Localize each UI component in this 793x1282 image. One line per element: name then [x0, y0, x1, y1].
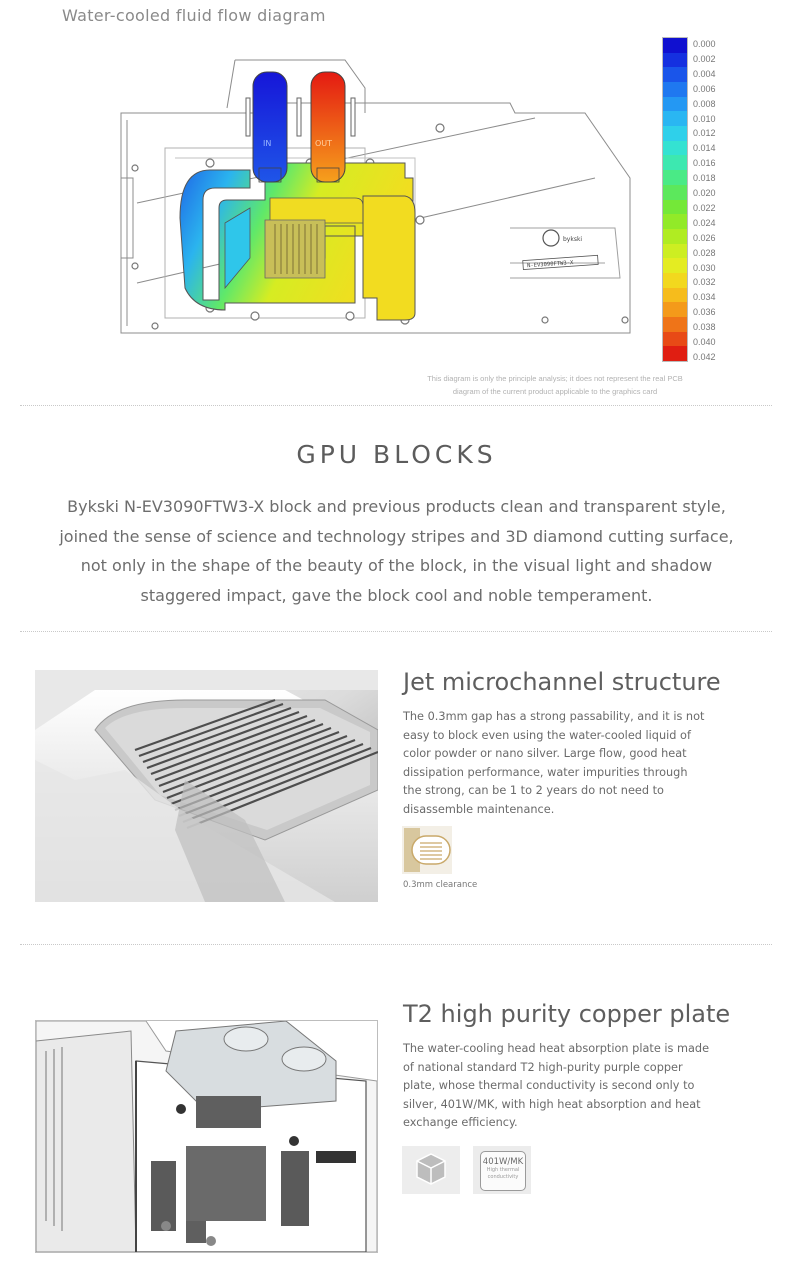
outlet-label: OUT — [315, 139, 333, 148]
clearance-caption: 0.3mm clearance — [403, 880, 478, 890]
jet-section-description — [403, 708, 743, 820]
scale-value-label: 0.030 — [693, 262, 716, 273]
copper-desc-line: The water-cooling head heat absorption plate is made — [403, 1042, 710, 1055]
section-divider — [20, 944, 772, 945]
scale-swatch — [663, 170, 687, 185]
scale-value-label: 0.038 — [693, 322, 716, 333]
badge-caption-1: High thermal — [486, 1167, 520, 1173]
scale-value-label: 0.042 — [693, 351, 716, 362]
scale-swatch — [663, 38, 687, 53]
gpu-blocks-description — [40, 492, 753, 610]
copper-desc-line: exchange efficiency. — [403, 1116, 518, 1130]
velocity-color-scale — [662, 37, 688, 362]
section-divider — [20, 405, 772, 406]
jet-desc-line: disassemble maintenance. — [403, 802, 555, 816]
scale-swatch — [663, 302, 687, 317]
scale-value-label: 0.016 — [693, 158, 716, 169]
scale-swatch — [663, 317, 687, 332]
scale-value-label: 0.002 — [693, 53, 716, 64]
scale-swatch — [663, 332, 687, 347]
scale-value-label: 0.034 — [693, 292, 716, 303]
scale-swatch — [663, 82, 687, 97]
jet-desc-line: easy to block even using the water-cooled liquid of — [403, 728, 691, 742]
scale-value-label: 0.008 — [693, 98, 716, 109]
brand-logo — [523, 230, 598, 270]
badge-caption-2: conductivity — [487, 1174, 519, 1180]
jet-desc-line: dissipation performance, water impurities through — [403, 765, 688, 779]
copper-section-title: T2 high purity copper plate — [403, 1000, 731, 1028]
scale-value-label: 0.032 — [693, 277, 716, 288]
scale-value-label: 0.010 — [693, 113, 716, 124]
scale-value-label: 0.012 — [693, 128, 716, 139]
jet-section-title: Jet microchannel structure — [403, 668, 721, 696]
model-plate-text: N-EV3090FTW3-X — [526, 260, 574, 270]
gpu-desc-line: not only in the shape of the beauty of the block, in the visual light and shadow — [80, 556, 713, 575]
jet-desc-line: the strong, can be 1 to 2 years do not need to — [403, 784, 664, 798]
scale-swatch — [663, 185, 687, 200]
scale-swatch — [663, 229, 687, 244]
scale-swatch — [663, 273, 687, 288]
scale-value-label: 0.040 — [693, 337, 716, 347]
scale-value-label: 0.004 — [693, 68, 716, 79]
jet-desc-line: The 0.3mm gap has a strong passability, and it is not — [403, 710, 705, 723]
section-divider — [20, 631, 772, 632]
scale-value-label: 0.018 — [693, 173, 716, 184]
scale-value-label: 0.014 — [693, 143, 716, 154]
scale-value-label: 0.000 — [693, 39, 716, 49]
scale-value-label: 0.028 — [693, 247, 716, 258]
scale-swatch — [663, 97, 687, 112]
scale-swatch — [663, 126, 687, 141]
brand-text: bykski — [563, 236, 583, 243]
scale-swatch — [663, 214, 687, 229]
disclaimer-line-1: This diagram is only the principle analysis; it does not represent the real PCB — [427, 374, 683, 383]
copper-cube-icon — [402, 1146, 460, 1194]
badge-value: 401W/MK — [482, 1157, 524, 1167]
gpu-desc-line: Bykski N-EV3090FTW3-X block and previous products clean and transparent style, — [67, 497, 726, 516]
copper-desc-line: plate, whose thermal conductivity is second only to — [403, 1079, 695, 1093]
scale-swatch — [663, 155, 687, 170]
scale-swatch — [663, 141, 687, 156]
clearance-icon — [402, 826, 452, 874]
scale-value-label: 0.036 — [693, 307, 716, 318]
diagram-disclaimer — [395, 372, 715, 398]
fluid-flow-diagram — [115, 48, 640, 340]
copper-plate-photo — [35, 1020, 378, 1253]
microchannel-photo — [35, 670, 378, 902]
scale-swatch — [663, 111, 687, 126]
outlet-port — [311, 72, 345, 182]
inlet-label: IN — [263, 139, 272, 148]
gpu-desc-line: joined the sense of science and technology stripes and 3D diamond cutting surface, — [59, 526, 734, 546]
scale-value-label: 0.020 — [693, 188, 716, 198]
scale-swatch — [663, 288, 687, 303]
scale-value-label: 0.026 — [693, 232, 716, 243]
scale-value-label: 0.024 — [693, 217, 716, 228]
scale-value-label: 0.006 — [693, 83, 716, 94]
copper-desc-line: of national standard T2 high-purity purple copper — [403, 1060, 683, 1074]
scale-swatch — [663, 258, 687, 273]
copper-desc-line: silver, 401W/MK, with high heat absorption and heat — [403, 1097, 701, 1111]
disclaimer-line-2: diagram of the current product applicable to the graphics card — [452, 387, 658, 396]
scale-swatch — [663, 244, 687, 259]
scale-swatch — [663, 53, 687, 68]
gpu-desc-line: staggered impact, gave the block cool and noble temperament. — [140, 585, 653, 605]
scale-value-label: 0.022 — [693, 202, 716, 213]
flow-channel — [180, 163, 415, 320]
inlet-port — [253, 72, 287, 182]
thermal-conductivity-badge — [473, 1146, 531, 1194]
gpu-blocks-title: GPU BLOCKS — [296, 440, 497, 469]
scale-swatch — [663, 346, 687, 361]
flow-diagram-title: Water-cooled fluid flow diagram — [62, 6, 326, 25]
scale-swatch — [663, 200, 687, 215]
scale-swatch — [663, 67, 687, 82]
jet-desc-line: color powder or nano silver. Large flow, good heat — [403, 747, 687, 761]
copper-section-description — [403, 1040, 743, 1133]
